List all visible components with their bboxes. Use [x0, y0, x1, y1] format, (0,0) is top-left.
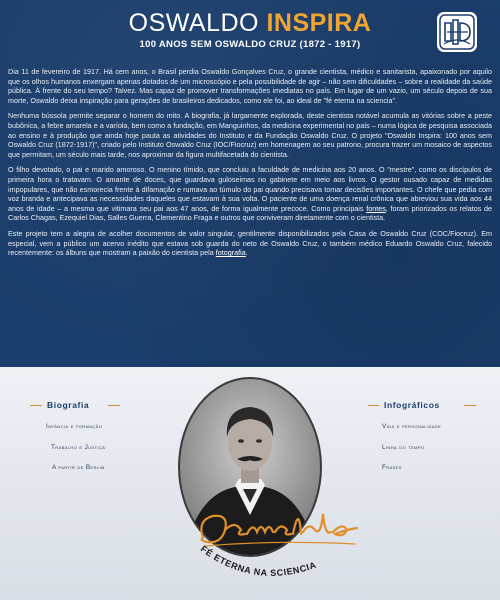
tagline-text: FÉ ETERNA NA SCIENCIA	[198, 543, 318, 578]
intro-paragraph-4-text: Este projeto tem a alegria de acolher documentos de valor singular, gentilmente disponibilizados pela Casa de Oswaldo Cruz (COC/Fiocruz). Em especial, vem a público um acervo inédito que estava sob guarda do neto de Oswaldo Cruz, o também médico Eduardo Oswaldo Cruz, falecido recentemente: os álbuns que mostram a paixão do cientista pela	[8, 228, 492, 258]
intro-paragraph-1: Dia 11 de fevereiro de 1917. Há cem anos, o Brasil perdia Oswaldo Gonçalves Cruz, o grande cientista, médico e sanitarista, apaixonado por aquilo que os olhos humanos enxergam apenas dotados de um microscópio e pela possibilidade de agir – não sem dificuldades – sobre a realidade da saúde pública. À frente do seu tempo? Talvez. Mas capaz de promover transformações imediatas no país. Em lugar de um vazio, um século depois de sua morte, Oswaldo deixa inspiração para gerações de brasileiros dedicados, como ele foi, ao ideal de "fé eterna na sciencia".	[8, 67, 492, 105]
fotografia-link[interactable]: fotografia	[215, 248, 246, 258]
intro-paragraph-3	[8, 165, 492, 223]
biografia-divider-right	[108, 405, 120, 406]
intro-paragraph-4	[8, 229, 492, 258]
site-title-light: OSWALDO	[128, 9, 259, 37]
site-title[interactable]	[0, 8, 500, 38]
nav-vida-personalidade[interactable]: Vida e personalidade	[382, 423, 442, 430]
fiocruz-logo-icon[interactable]	[436, 11, 478, 53]
intro-text	[8, 67, 492, 264]
infograficos-divider-right	[464, 405, 476, 406]
infograficos-heading: Infográficos	[384, 400, 440, 410]
nav-a-partir-de-berlim[interactable]: A partir de Berlim	[52, 464, 105, 471]
intro-paragraph-3-text: O filho devotado, o pai e marido amoroso. O menino tímido, que concluiu a faculdade de medicina aos 20 anos. O "mestre", como os discípulos de primeira hora o tratavam. O amante de doces, que guardava guloseimas no gabinete em meio aos livros. O gestor ousado capaz de medidas impopulares, que não esmorecia frente à difamação e rumava ao túmulo do pai quando precisava tomar decisões importantes. O chefe que pedia com voz branda e antecipava as necessidades daqueles que estavam à sua volta. O paciente de uma doença renal crônica que abreviou sua vida aos 44 anos de idade – a mesma que vitimara seu pai aos 47 anos, de forma igualmente precoce. Como principais	[8, 165, 492, 213]
intro-paragraph-3-text-end: , foram priorizados os relatos de Carlos Chagas, Ezequiel Dias, Salles Guerra, Clementino Fraga e outros que conviveram diretamente com o cientista.	[8, 203, 492, 223]
svg-text:FÉ ETERNA NA SCIENCIA	[199, 544, 318, 578]
infograficos-divider-left	[368, 405, 379, 406]
tagline-arc	[195, 530, 325, 600]
nav-linha-do-tempo[interactable]: Linha do tempo	[382, 444, 425, 451]
nav-frases[interactable]: Frases	[382, 464, 402, 471]
biografia-heading: Biografia	[47, 400, 90, 410]
fontes-link[interactable]: fontes	[366, 203, 386, 213]
site-title-bold: INSPIRA	[266, 9, 372, 37]
nav-trabalho-justica[interactable]: Trabalho e Justiça	[51, 444, 106, 451]
nav-infancia-formacao[interactable]: Infância e formação	[46, 423, 103, 430]
intro-paragraph-2: Nenhuma bússola permite separar o homem do mito. A biografia, já largamente explorada, deste cientista notável acumula as vitórias sobre a peste bubônica, a febre amarela e a varíola, bem como a fundação, em Manguinhos, da medicina experimental no país – numa lógica de pesquisa associada ao ensino e à produção que ainda hoje pauta as atividades do Instituto e da Fundação Oswaldo Cruz. O projeto "Oswaldo Inspira: 100 anos sem Oswaldo Cruz (1872-1917)", criado pelo Instituto Oswaldo Cruz (IOC/Fiocruz) em homenagem ao seu patrono, procura trazer um mosaico de aspectos que permitam, um século mais tarde, nos aproximar da figura multifacetada do cientista.	[8, 111, 492, 159]
biografia-divider-left	[30, 405, 42, 406]
intro-paragraph-4-text-end: .	[245, 248, 248, 258]
site-subtitle: 100 ANOS SEM OSWALDO CRUZ (1872 - 1917)	[139, 39, 361, 50]
